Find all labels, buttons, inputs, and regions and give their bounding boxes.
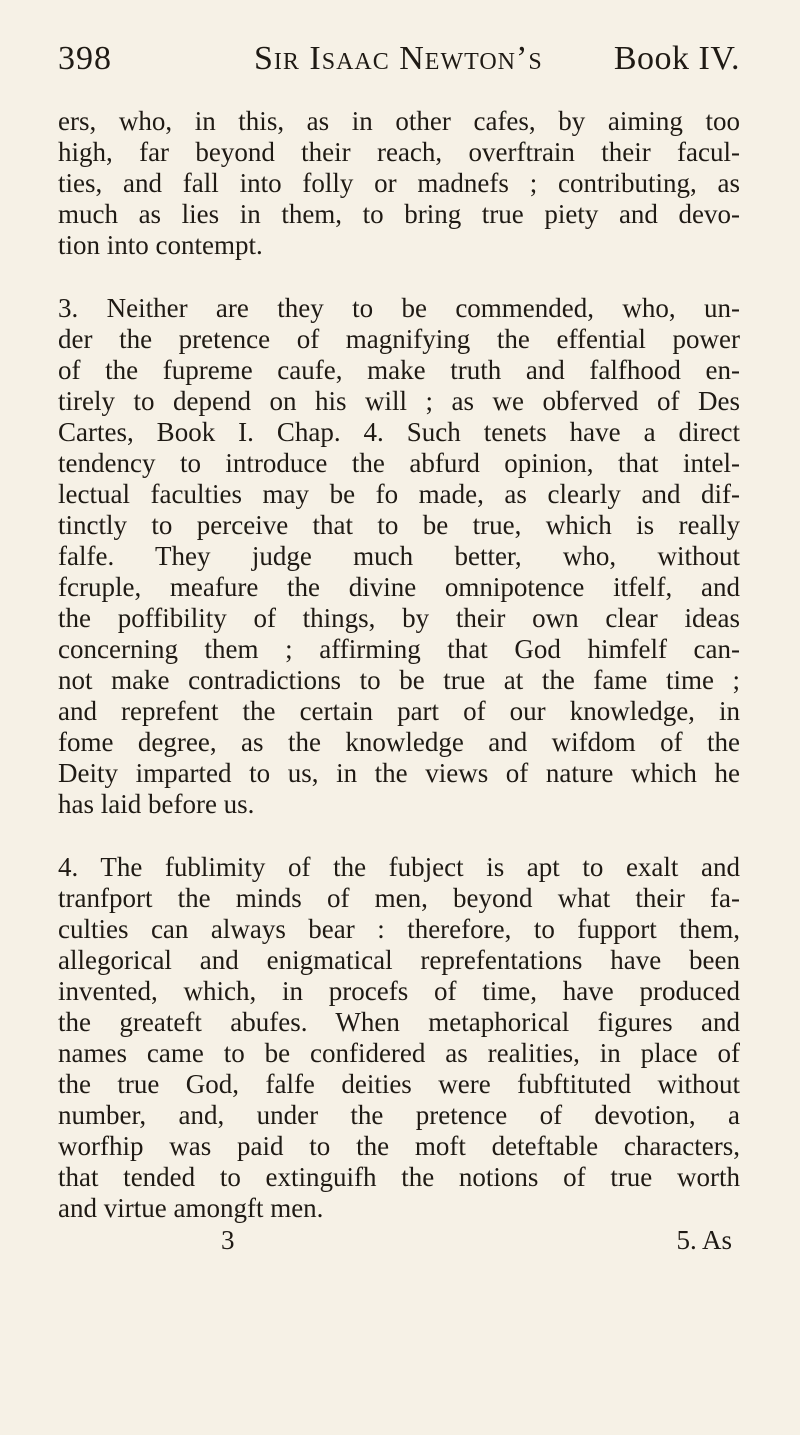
paragraph-gap xyxy=(58,261,740,293)
text-line: der the pretence of magnifying the effential power xyxy=(58,324,740,354)
page-number: 398 xyxy=(58,40,112,77)
paragraph-3 xyxy=(58,852,740,1224)
text-line: tion into contempt. xyxy=(58,230,263,260)
text-line: worfhip was paid to the moft deteftable characters, xyxy=(58,1131,740,1161)
text-line: names came to be confidered as realities, in place of xyxy=(58,1038,740,1068)
text-line: the true God, falfe deities were fubftituted without xyxy=(58,1069,740,1099)
text-line: ties, and fall into folly or madnefs ; contributing, as xyxy=(58,168,740,198)
text-line: the greateft abufes. When metaphorical figures and xyxy=(58,1007,740,1037)
text-line: concerning them ; affirming that God himfelf can- xyxy=(58,634,740,664)
text-line: falfe. They judge much better, who, without xyxy=(58,541,740,571)
paragraph-1 xyxy=(58,106,740,261)
text-line: lectual faculties may be fo made, as clearly and dif- xyxy=(58,479,740,509)
text-line: and reprefent the certain part of our knowledge, in xyxy=(58,696,740,726)
running-title: Sir Isaac Newton’s xyxy=(254,40,543,77)
text-line: tirely to depend on his will ; as we obferved of Des xyxy=(58,386,740,416)
text-line: fcruple, meafure the divine omnipotence itfelf, and xyxy=(58,572,740,602)
text-line: tendency to introduce the abfurd opinion, that intel- xyxy=(58,448,740,478)
paragraph-gap xyxy=(58,820,740,852)
text-line: of the fupreme caufe, make truth and falfhood en- xyxy=(58,355,740,385)
catchword: 5. As xyxy=(676,1225,732,1255)
text-line: the poffibility of things, by their own clear ideas xyxy=(58,603,740,633)
text-line: Cartes, Book I. Chap. 4. Such tenets have a direct xyxy=(58,417,740,447)
text-line: allegorical and enigmatical reprefentations have been xyxy=(58,945,740,975)
running-head xyxy=(58,40,740,94)
text-line: high, far beyond their reach, overftrain their facul- xyxy=(58,137,740,167)
text-line: culties can always bear : therefore, to fupport them, xyxy=(58,914,740,944)
text-line: 3. Neither are they to be commended, who, un- xyxy=(58,293,740,323)
text-line: Deity imparted to us, in the views of nature which he xyxy=(58,758,740,788)
text-line: number, and, under the pretence of devotion, a xyxy=(58,1100,740,1130)
text-line: tranfport the minds of men, beyond what their fa- xyxy=(58,883,740,913)
text-line: has laid before us. xyxy=(58,789,255,819)
text-line: fome degree, as the knowledge and wifdom of the xyxy=(58,727,740,757)
body-text xyxy=(58,106,740,1224)
book-label: Book IV. xyxy=(613,40,740,77)
text-line: not make contradictions to be true at the fame time ; xyxy=(58,665,740,695)
text-line: ers, who, in this, as in other cafes, by aiming too xyxy=(58,106,740,136)
text-line: much as lies in them, to bring true piety and devo- xyxy=(58,199,740,229)
text-line: 4. The fublimity of the fubject is apt to exalt and xyxy=(58,852,740,882)
text-line: and virtue amongft men. xyxy=(58,1193,324,1223)
text-line: invented, which, in procefs of time, have produced xyxy=(58,976,740,1006)
text-line: tinctly to perceive that to be true, which is really xyxy=(58,510,740,540)
text-line: that tended to extinguifh the notions of true worth xyxy=(58,1162,740,1192)
paragraph-2 xyxy=(58,293,740,820)
signature-mark: 3 xyxy=(221,1225,235,1255)
footer-catchline xyxy=(58,1224,740,1256)
